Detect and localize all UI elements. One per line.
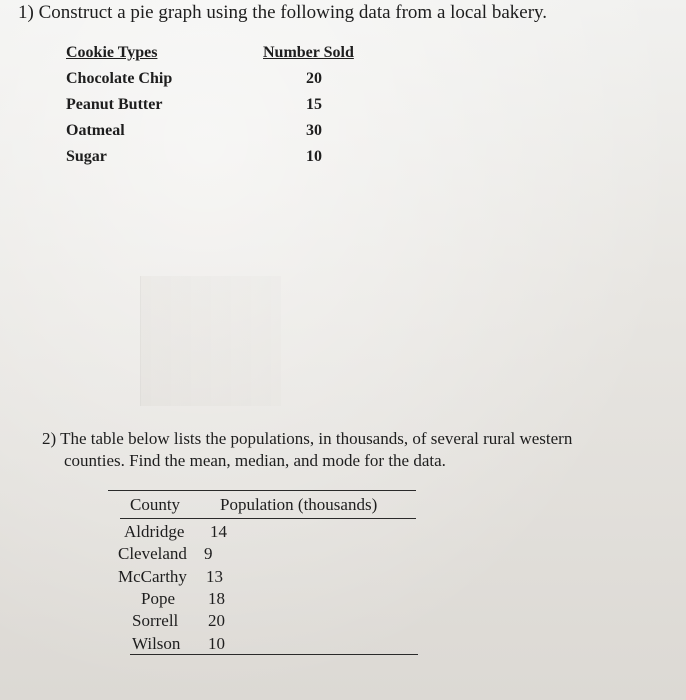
county-cell: Sorrell bbox=[132, 611, 179, 630]
county-cell: Aldridge bbox=[124, 522, 185, 541]
bleed-through-shadow bbox=[140, 276, 281, 406]
population-cell: 14 bbox=[210, 522, 227, 541]
cookie-type-cell: Oatmeal bbox=[66, 122, 125, 139]
county-header: County bbox=[130, 495, 181, 514]
question-2-text bbox=[42, 428, 672, 472]
county-population-table bbox=[108, 490, 418, 660]
table-top-rule bbox=[108, 490, 416, 491]
header-underline-rule bbox=[120, 518, 416, 519]
population-cell: 18 bbox=[208, 589, 225, 608]
population-cell: 10 bbox=[208, 634, 225, 653]
county-cell: Pope bbox=[141, 589, 175, 608]
question-2-line-2: counties. Find the mean, median, and mode for the data. bbox=[64, 451, 446, 470]
county-cell: Cleveland bbox=[118, 544, 187, 563]
table-row bbox=[66, 96, 386, 120]
table-row bbox=[66, 70, 386, 94]
cookie-type-cell: Sugar bbox=[66, 148, 107, 165]
number-sold-cell: 30 bbox=[306, 122, 322, 139]
cookie-type-cell: Chocolate Chip bbox=[66, 70, 173, 87]
number-sold-cell: 20 bbox=[306, 70, 322, 87]
population-cell: 20 bbox=[208, 611, 225, 630]
question-1-text: 1) Construct a pie graph using the following data from a local bakery. bbox=[18, 2, 548, 23]
cookie-type-cell: Peanut Butter bbox=[66, 96, 163, 113]
table-row bbox=[66, 148, 386, 172]
number-sold-header: Number Sold bbox=[263, 44, 354, 61]
number-sold-cell: 15 bbox=[306, 96, 322, 113]
table-bottom-rule bbox=[130, 654, 418, 655]
population-header: Population (thousands) bbox=[220, 495, 378, 514]
table-row bbox=[66, 122, 386, 146]
population-cell: 9 bbox=[204, 544, 213, 563]
county-cell: McCarthy bbox=[118, 567, 187, 586]
question-2-line-1: 2) The table below lists the populations, in thousands, of several rural western bbox=[42, 429, 573, 448]
county-cell: Wilson bbox=[132, 634, 181, 653]
population-cell: 13 bbox=[206, 567, 223, 586]
number-sold-cell: 10 bbox=[306, 148, 322, 165]
cookie-types-header: Cookie Types bbox=[66, 44, 158, 61]
